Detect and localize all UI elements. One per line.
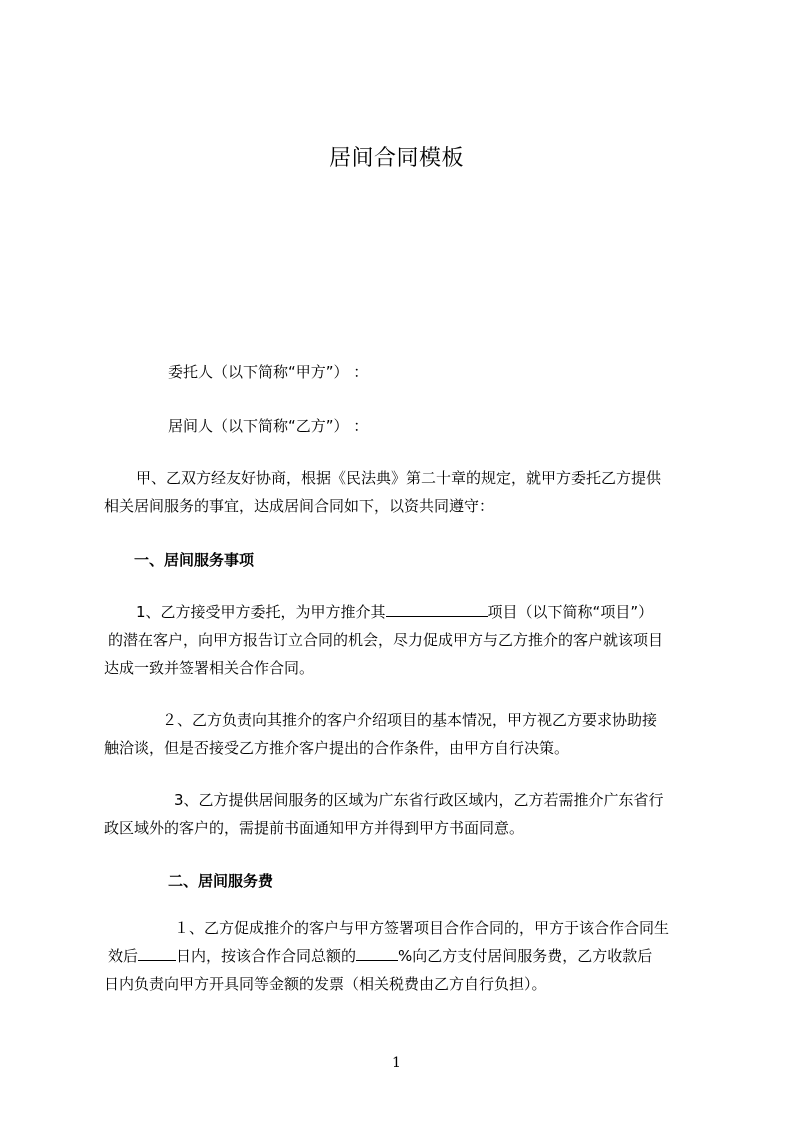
section-2-clause-1-line-3: 日内负责向甲方开具同等金额的发票（相关税费由乙方自行负担）。: [104, 975, 547, 993]
section-2-clause-1-line-1: １、乙方促成推介的客户与甲方签署项目合作合同的，甲方于该合作合同生: [174, 919, 670, 937]
percentage-blank: [356, 946, 398, 961]
document-title: 居间合同模板: [328, 146, 464, 171]
party-a-line: 委托人（以下简称“甲方”） ：: [168, 363, 369, 381]
clause-1-suffix: 项目（以下简称“项目”）: [487, 603, 654, 621]
party-b-line: 居间人（以下简称“乙方”） ：: [168, 417, 369, 435]
page-number: 1: [392, 1055, 401, 1071]
section-2-heading: 二、居间服务费: [168, 872, 274, 890]
project-name-blank: [386, 602, 488, 617]
clause-2-1-part-b: 日内，按该合作合同总额的: [176, 947, 357, 965]
days-blank: [138, 946, 176, 961]
section-1-clause-3-line-1: 3、乙方提供居间服务的区域为广东省行政区域内，乙方若需推介广东省行: [174, 791, 664, 809]
section-1-clause-3-line-2: 政区域外的客户的，需提前书面通知甲方并得到甲方书面同意。: [104, 819, 525, 837]
preamble-line-1: 甲、乙双方经友好协商，根据《民法典》第二十章的规定，就甲方委托乙方提供: [136, 469, 662, 487]
clause-2-1-part-a: 效后: [108, 947, 139, 965]
section-1-clause-1-line-3: 达成一致并签署相关合作合同。: [104, 659, 315, 677]
clause-2-1-part-c: %向乙方支付居间服务费，乙方收款后: [398, 947, 653, 965]
section-1-clause-2-line-1: ２、乙方负责向其推介的客户介绍项目的基本情况，甲方视乙方要求协助接: [162, 711, 658, 729]
preamble-line-2: 相关居间服务的事宜，达成居间合同如下，以资共同遵守：: [104, 497, 495, 515]
clause-1-prefix: 1、乙方接受甲方委托，为甲方推介其: [136, 603, 386, 621]
section-1-clause-2-line-2: 触洽谈，但是否接受乙方推介客户提出的合作条件，由甲方自行决策。: [104, 739, 570, 757]
section-1-heading: 一、居间服务事项: [134, 551, 255, 569]
section-1-clause-1-line-2: 的潜在客户，向甲方报告订立合同的机会，尽力促成甲方与乙方推介的客户就该项目: [108, 631, 664, 649]
